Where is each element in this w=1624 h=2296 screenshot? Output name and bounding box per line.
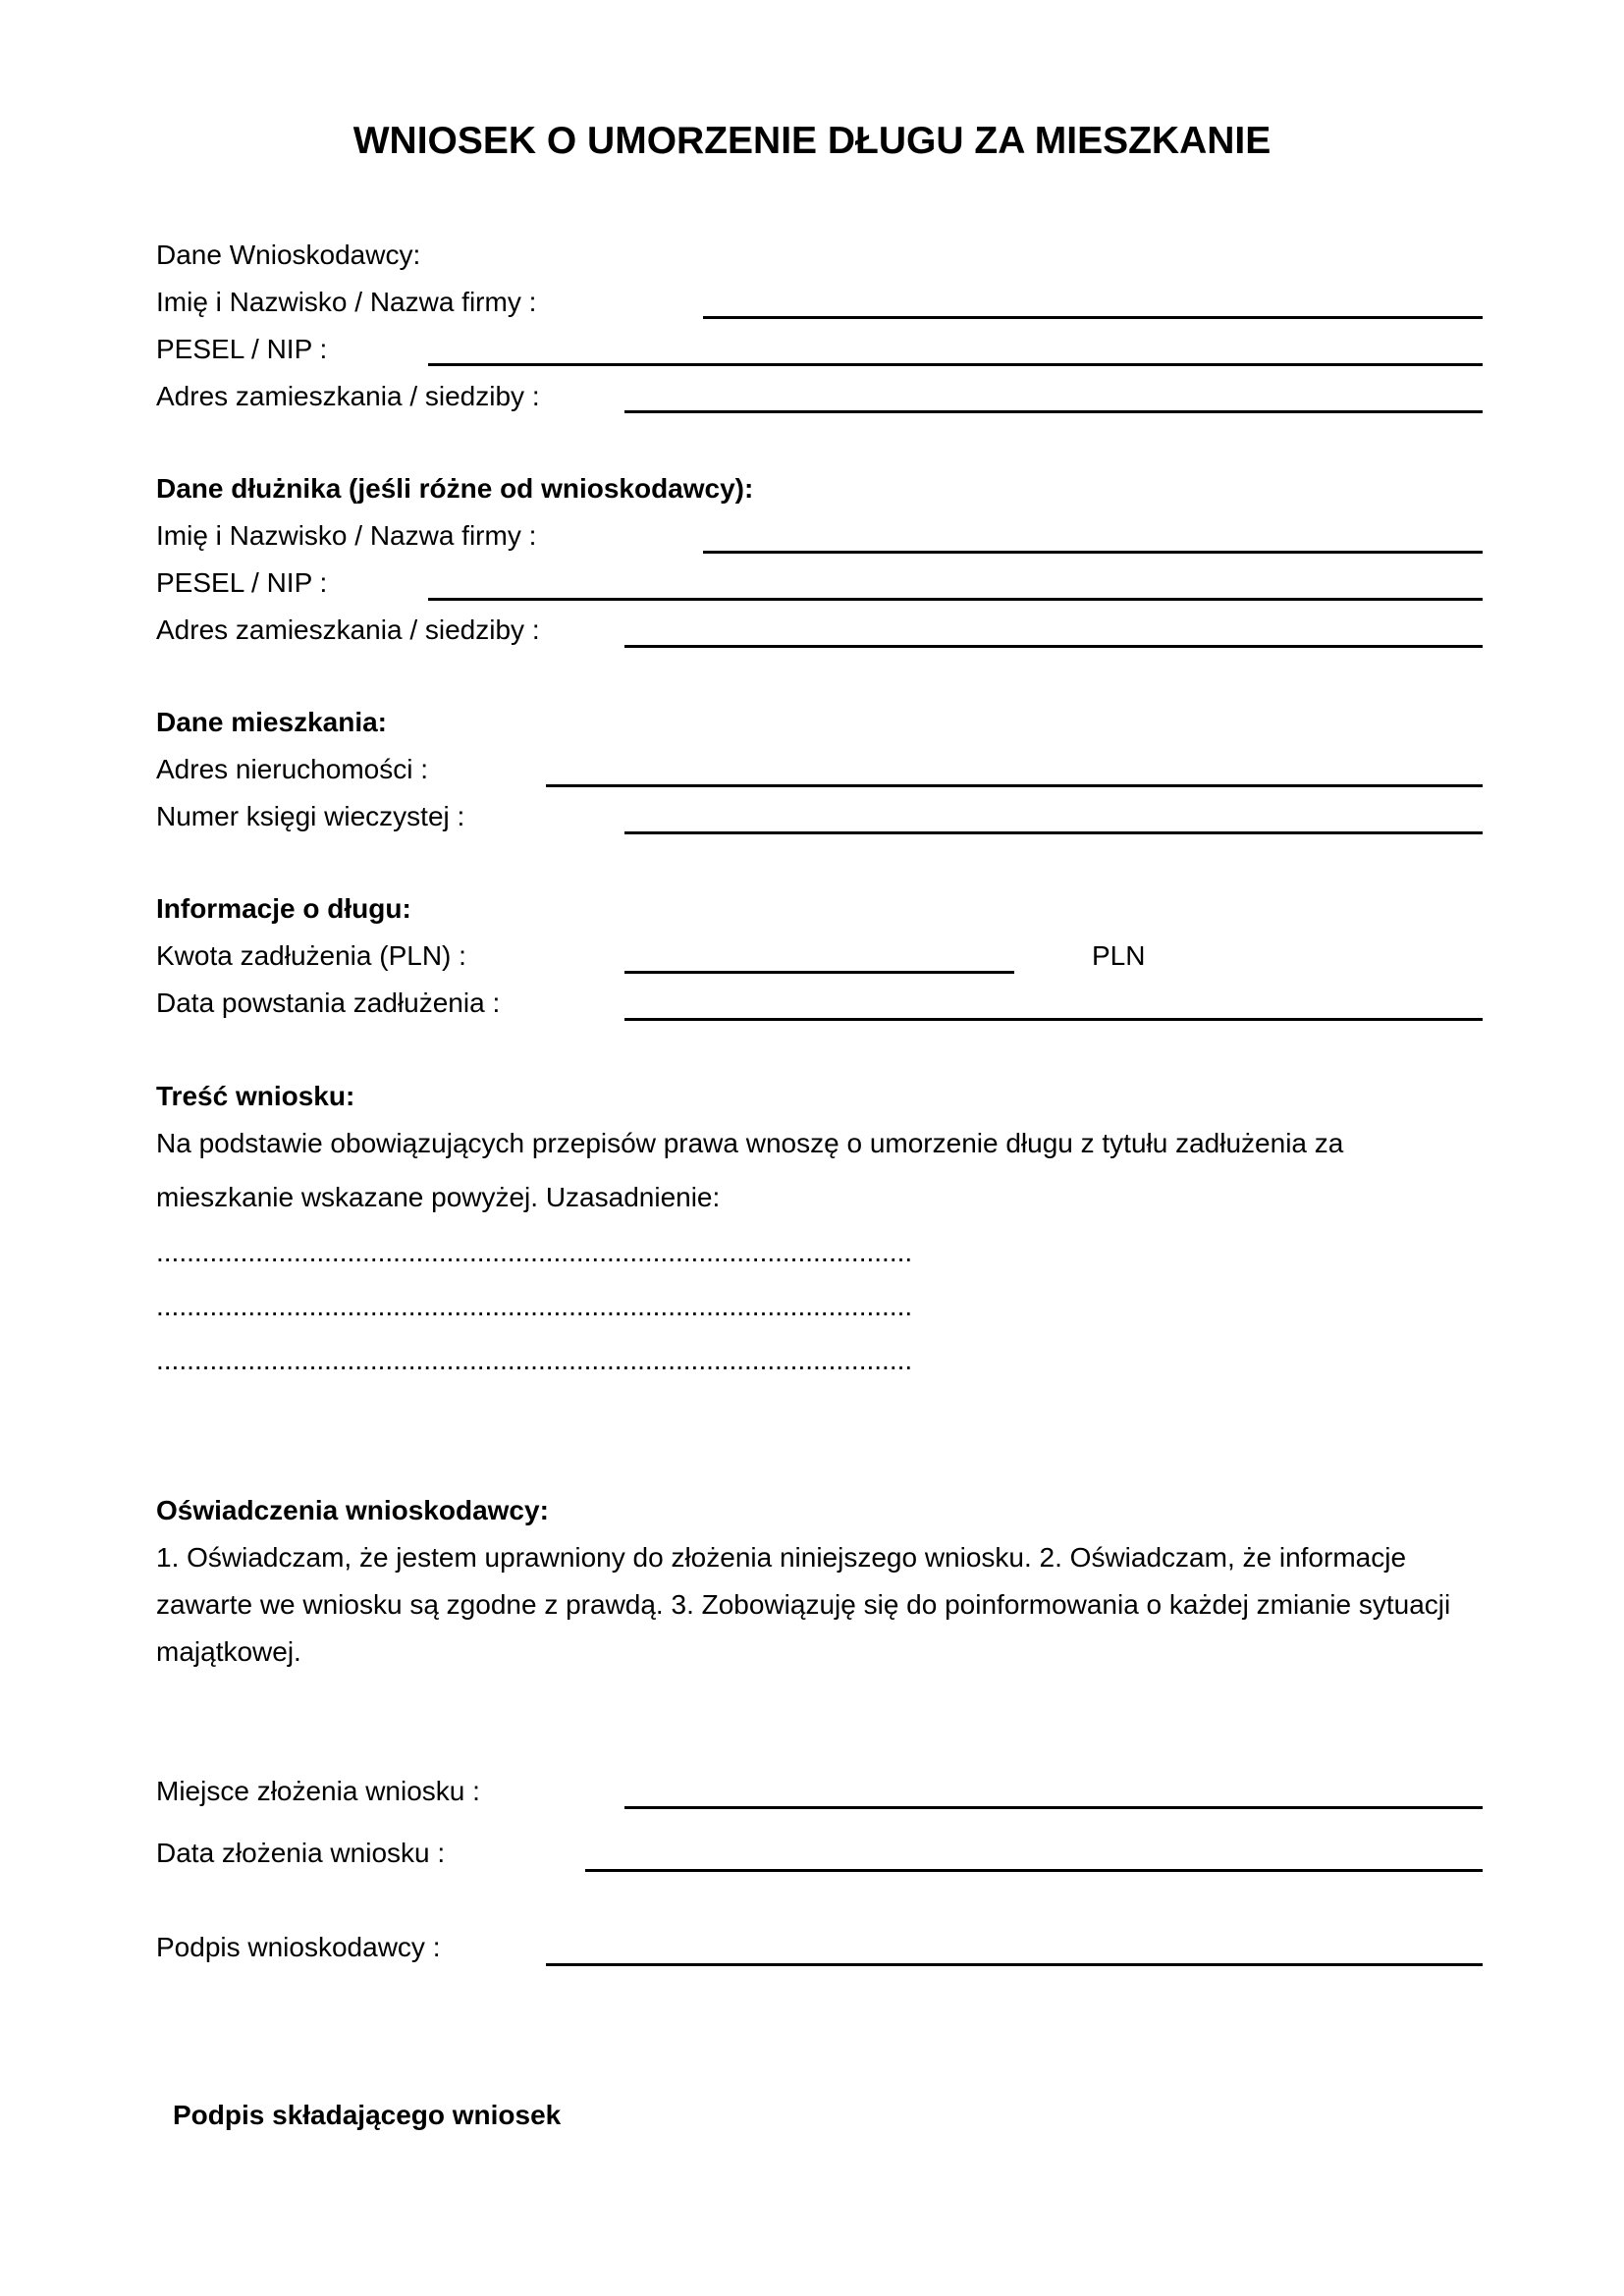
- debtor-address-field[interactable]: [624, 645, 1483, 648]
- debtor-pesel-label: PESEL / NIP :: [156, 567, 328, 598]
- submission-date-label: Data złożenia wniosku :: [156, 1838, 446, 1868]
- land-register-field[interactable]: [624, 831, 1483, 834]
- apartment-address-label: Adres nieruchomości :: [156, 754, 429, 784]
- debtor-name-label: Imię i Nazwisko / Nazwa firmy :: [156, 520, 537, 551]
- justification-dotted-line[interactable]: ...................................................................................................: [156, 1237, 913, 1267]
- debt-date-label: Data powstania zadłużenia :: [156, 988, 501, 1018]
- applicant-pesel-field[interactable]: [428, 363, 1483, 366]
- debt-amount-label: Kwota zadłużenia (PLN) :: [156, 940, 466, 971]
- request-heading: Treść wniosku:: [156, 1081, 355, 1111]
- statements-line-3: majątkowej.: [156, 1636, 301, 1667]
- debt-amount-field[interactable]: [624, 971, 1014, 974]
- signature-field[interactable]: [546, 1963, 1483, 1966]
- apartment-heading: Dane mieszkania:: [156, 707, 387, 737]
- applicant-name-field[interactable]: [703, 316, 1483, 319]
- document-title: WNIOSEK O UMORZENIE DŁUGU ZA MIESZKANIE: [352, 120, 1272, 162]
- justification-dotted-line[interactable]: ...................................................................................................: [156, 1345, 913, 1375]
- debtor-heading: Dane dłużnika (jeśli różne od wnioskodawcy):: [156, 473, 754, 504]
- currency-label: PLN: [1092, 940, 1146, 971]
- land-register-label: Numer księgi wieczystej :: [156, 801, 465, 831]
- debt-heading: Informacje o długu:: [156, 893, 411, 924]
- applicant-pesel-label: PESEL / NIP :: [156, 334, 328, 364]
- submission-date-field[interactable]: [585, 1869, 1483, 1872]
- applicant-address-field[interactable]: [624, 410, 1483, 413]
- debtor-name-field[interactable]: [703, 551, 1483, 554]
- footer-signature-label: Podpis składającego wniosek: [173, 2100, 562, 2130]
- debtor-pesel-field[interactable]: [428, 598, 1483, 601]
- signature-label: Podpis wnioskodawcy :: [156, 1932, 441, 1962]
- applicant-heading: Dane Wnioskodawcy:: [156, 240, 421, 270]
- place-field[interactable]: [624, 1806, 1483, 1809]
- place-label: Miejsce złożenia wniosku :: [156, 1776, 480, 1806]
- request-text-line-1: Na podstawie obowiązujących przepisów prawa wnoszę o umorzenie długu z tytułu zadłużenia za: [156, 1128, 1344, 1158]
- request-text-line-2: mieszkanie wskazane powyżej. Uzasadnienie:: [156, 1182, 721, 1212]
- applicant-address-label: Adres zamieszkania / siedziby :: [156, 381, 540, 411]
- debt-date-field[interactable]: [624, 1018, 1483, 1021]
- debtor-address-label: Adres zamieszkania / siedziby :: [156, 614, 540, 645]
- apartment-address-field[interactable]: [546, 784, 1483, 787]
- applicant-name-label: Imię i Nazwisko / Nazwa firmy :: [156, 287, 537, 317]
- statements-heading: Oświadczenia wnioskodawcy:: [156, 1495, 549, 1525]
- statements-line-2: zawarte we wniosku są zgodne z prawdą. 3. Zobowiązuję się do poinformowania o każdej zmianie sytuacji: [156, 1589, 1451, 1620]
- statements-line-1: 1. Oświadczam, że jestem uprawniony do złożenia niniejszego wniosku. 2. Oświadczam, że informacje: [156, 1542, 1407, 1573]
- justification-dotted-line[interactable]: ...................................................................................................: [156, 1291, 913, 1321]
